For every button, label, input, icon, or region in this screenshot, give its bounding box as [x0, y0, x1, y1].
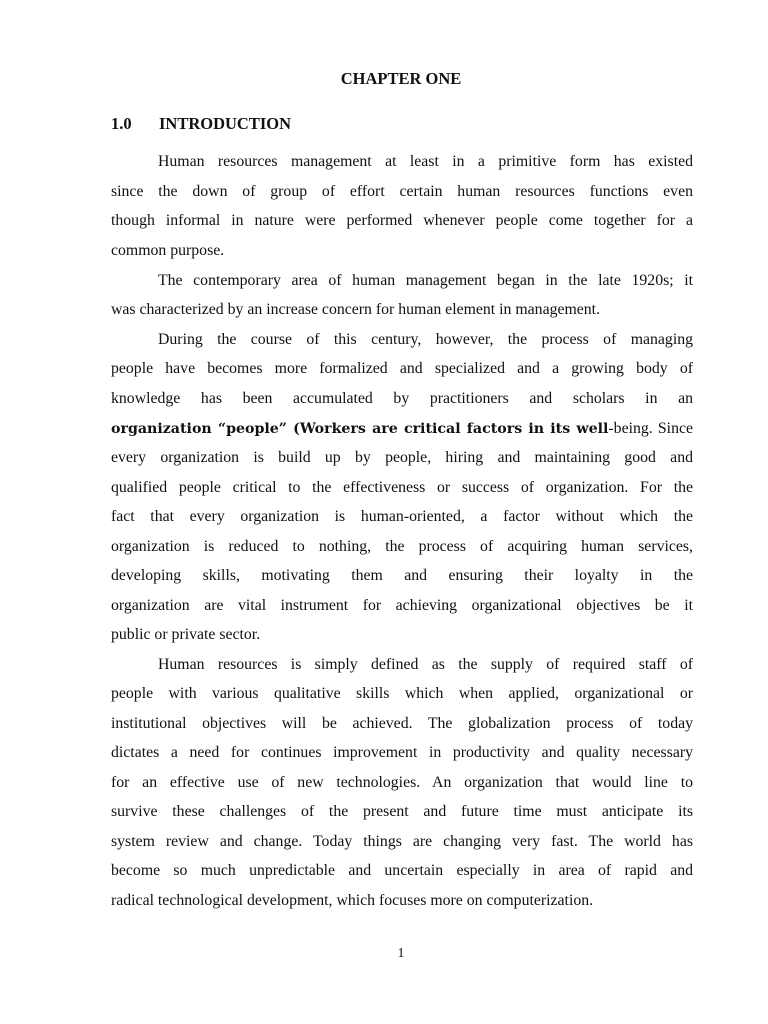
text-line: Human resources management at least in a primitive form has existed: [158, 153, 693, 170]
text-line: organization is reduced to nothing, the process of acquiring human services,: [111, 538, 693, 555]
text-line: for an effective use of new technologies. An organization that would line to: [111, 774, 693, 791]
chapter-title: CHAPTER ONE: [340, 69, 462, 88]
section-title: INTRODUCTION: [159, 114, 292, 133]
text-line: system review and change. Today things are changing very fast. The world has: [111, 833, 693, 850]
text-line: organization are vital instrument for achieving organizational objectives be it: [111, 597, 693, 614]
text-line: since the down of group of effort certain human resources functions even: [111, 183, 693, 200]
section-number: 1.0: [111, 114, 132, 133]
text-line: survive these challenges of the present and future time must anticipate its: [111, 803, 693, 820]
text-line: was characterized by an increase concern for human element in management.: [111, 301, 601, 318]
text-line: The contemporary area of human management began in the late 1920s; it: [158, 272, 693, 289]
text-line: public or private sector.: [111, 626, 261, 643]
text-line: qualified people critical to the effectiveness or success of organization. For the: [111, 479, 693, 496]
text-line-mixed: [111, 418, 693, 440]
text-line: common purpose.: [111, 242, 225, 259]
text-line: though informal in nature were performed whenever people come together for a: [111, 212, 693, 229]
section-heading: [111, 114, 291, 134]
text-line: become so much unpredictable and uncertain especially in area of rapid and: [111, 862, 693, 879]
text-line: people have becomes more formalized and specialized and a growing body of: [111, 360, 693, 377]
text-continuation: -being. Since: [608, 420, 693, 437]
text-line: developing skills, motivating them and ensuring their loyalty in the: [111, 567, 693, 584]
text-line: fact that every organization is human-oriented, a factor without which the: [111, 508, 693, 525]
text-line: institutional objectives will be achieved. The globalization process of today: [111, 715, 693, 732]
text-line: people with various qualitative skills which when applied, organizational or: [111, 685, 693, 702]
text-line: knowledge has been accumulated by practitioners and scholars in an: [111, 390, 693, 407]
bold-phrase: organization “people” (Workers are critical factors in its well: [111, 421, 609, 437]
text-line: radical technological development, which focuses more on computerization.: [111, 892, 594, 909]
text-line: dictates a need for continues improvement in productivity and quality necessary: [111, 744, 693, 761]
page-number: 1: [397, 946, 405, 961]
text-line: every organization is build up by people, hiring and maintaining good and: [111, 449, 693, 466]
text-line: During the course of this century, however, the process of managing: [158, 331, 693, 348]
text-line: Human resources is simply defined as the supply of required staff of: [158, 656, 693, 673]
